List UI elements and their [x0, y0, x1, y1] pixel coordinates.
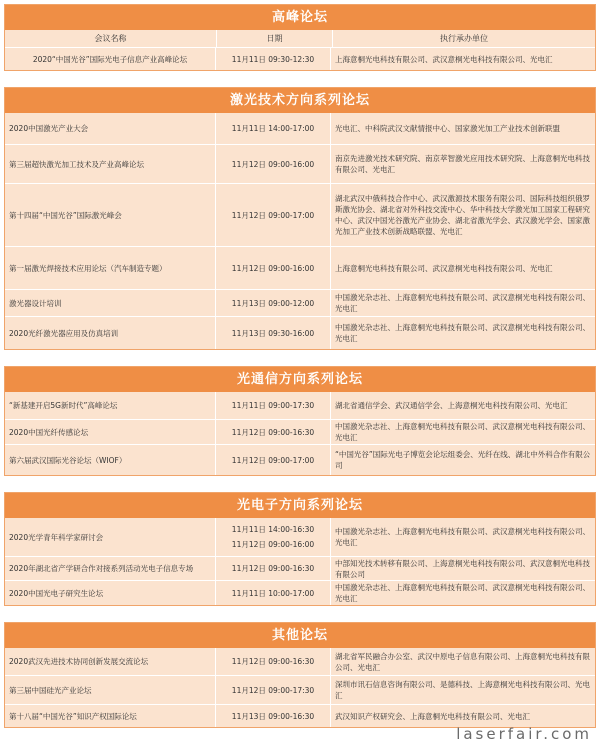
table-row — [5, 392, 595, 420]
table-row — [5, 145, 595, 184]
date-line: 11月12日 09:00-16:00 — [231, 159, 315, 169]
table-row — [5, 184, 595, 247]
organizer: 上海意桐光电科技有限公司、武汉意桐光电科技有限公司、光电汇 — [335, 263, 553, 273]
table-row — [5, 113, 595, 145]
forum-date — [216, 705, 331, 727]
date-line: 11月12日 09:00-16:00 — [231, 263, 315, 273]
forum-name: 2020光学青年科学家研讨会 — [5, 518, 216, 556]
organizer: 南京先进激光技术研究院、南京萃智激光应用技术研究院、上海意桐光电科技有限公司、光电汇 — [335, 154, 590, 174]
laserfair-watermark: laserfair.com — [456, 725, 592, 743]
forum-date — [216, 518, 331, 556]
forum-name: 2020武汉先进技术协同创新发展交流论坛 — [5, 648, 216, 675]
forum-name: 第十八届“中国光谷”知识产权国际论坛 — [5, 705, 216, 727]
organizer: 中国激光杂志社、上海意桐光电科技有限公司、武汉意桐光电科技有限公司、光电汇 — [335, 422, 590, 442]
forum-date — [216, 445, 331, 475]
forum-date — [216, 317, 331, 349]
organizer: 湖北省军民融合办公室、武汉中原电子信息有限公司、上海意桐光电科技有限公司、光电汇 — [335, 651, 590, 672]
forum-date — [216, 581, 331, 605]
forum-name: “新基建开启5G新时代”高峰论坛 — [5, 392, 216, 419]
forum-name: 激光器设计培训 — [5, 290, 216, 316]
forum-date — [216, 113, 331, 144]
forum-section — [4, 87, 596, 350]
forum-name: 2020年湖北省产学研合作对接系列活动光电子信息专场 — [5, 557, 216, 580]
date-line: 11月12日 09:00-16:30 — [231, 564, 315, 573]
column-header: 日期 — [217, 30, 333, 47]
organizer: 中国激光杂志社、上海意桐光电科技有限公司、武汉意桐光电科技有限公司、光电汇 — [335, 293, 590, 313]
date-line: 11月12日 09:00-17:30 — [231, 685, 315, 695]
table-row — [5, 705, 595, 727]
table-row — [5, 518, 595, 557]
date-line: 11月11日 09:30-12:30 — [231, 54, 315, 64]
date-line: 11月11日 09:00-17:30 — [231, 401, 315, 410]
table-row — [5, 290, 595, 317]
forum-date — [216, 392, 331, 419]
section-title: 光通信方向系列论坛 — [5, 367, 595, 392]
forum-section — [4, 4, 596, 71]
section-title: 其他论坛 — [5, 623, 595, 648]
table-row — [5, 317, 595, 349]
table-row — [5, 676, 595, 705]
column-header: 会议名称 — [5, 30, 217, 47]
forum-name: 2020中国光纤传感论坛 — [5, 420, 216, 444]
forum-schedule — [4, 4, 596, 744]
forum-date — [216, 247, 331, 289]
section-title: 高峰论坛 — [5, 5, 595, 30]
organizer: 武汉知识产权研究会、上海意桐光电科技有限公司、光电汇 — [335, 711, 530, 721]
organizer: 中国激光杂志社、上海意桐光电科技有限公司、武汉意桐光电科技有限公司、光电汇 — [335, 527, 590, 547]
organizer: 中国激光杂志社、上海意桐光电科技有限公司、武汉意桐光电科技有限公司、光电汇 — [335, 583, 590, 603]
organizer: 上海意桐光电科技有限公司、武汉意桐光电科技有限公司、光电汇 — [335, 54, 553, 64]
forum-name: 2020“中国光谷”国际光电子信息产业高峰论坛 — [5, 48, 216, 70]
forum-name: 第三届中国硅光产业论坛 — [5, 676, 216, 704]
organizer: 深圳市讯石信息咨询有限公司、是德科技、上海意桐光电科技有限公司、光电汇 — [335, 680, 590, 700]
date-line: 11月12日 09:00-16:30 — [231, 427, 315, 437]
forum-date — [216, 145, 331, 183]
organizer: 光电汇、中科院武汉文献情报中心、国家激光加工产业技术创新联盟 — [335, 124, 560, 133]
forum-date — [216, 676, 331, 704]
date-line: 11月12日 09:00-17:00 — [231, 210, 315, 220]
organizer: 湖北武汉中俄科技合作中心、武汉激源技术服务有限公司、国际科技组织俄罗斯激光协会、湖北省对外科技交流中心、华中科技大学激光加工国家工程研究中心、武汉中国光谷激光产业协会、湖北省激光学会、武汉激光学会、国家激光加工产业技术创新战略联盟、光电汇 — [335, 194, 590, 236]
section-title: 光电子方向系列论坛 — [5, 493, 595, 518]
organizer: 中部知光技术转移有限公司、上海意桐光电科技有限公司、武汉意桐光电科技有限公司 — [335, 558, 590, 579]
organizer: 中国激光杂志社、上海意桐光电科技有限公司、武汉意桐光电科技有限公司、光电汇 — [335, 323, 590, 343]
forum-section — [4, 622, 596, 728]
forum-name: 第三届超快激光加工技术及产业高峰论坛 — [5, 145, 216, 183]
forum-date — [216, 557, 331, 580]
forum-name: 第六届武汉国际光谷论坛（WIOF） — [5, 445, 216, 475]
table-row — [5, 48, 595, 70]
date-line: 11月13日 09:00-16:30 — [231, 711, 315, 721]
forum-name: 2020中国激光产业大会 — [5, 113, 216, 144]
forum-date — [216, 184, 331, 246]
table-row — [5, 648, 595, 676]
date-line: 11月11日 14:00-16:30 — [231, 525, 315, 534]
forum-date — [216, 48, 331, 70]
date-line: 11月13日 09:00-12:00 — [231, 298, 315, 308]
table-row — [5, 247, 595, 290]
forum-section — [4, 492, 596, 606]
date-line: 11月11日 10:00-17:00 — [231, 588, 315, 598]
section-title: 激光技术方向系列论坛 — [5, 88, 595, 113]
table-row — [5, 557, 595, 581]
date-line: 11月12日 09:00-16:30 — [231, 657, 315, 666]
organizer: “中国光谷”国际光电子博览会论坛组委会、光纤在线、湖北中外科合作有限公司 — [335, 450, 591, 470]
table-row — [5, 420, 595, 445]
date-line: 11月11日 14:00-17:00 — [231, 124, 315, 133]
column-header: 执行承办单位 — [440, 34, 488, 43]
table-row — [5, 581, 595, 605]
table-row — [5, 445, 595, 475]
forum-name: 第十四届“中国光谷”国际激光峰会 — [5, 184, 216, 246]
forum-name: 2020中国光电子研究生论坛 — [5, 581, 216, 605]
organizer: 湖北省通信学会、武汉通信学会、上海意桐光电科技有限公司、光电汇 — [335, 401, 568, 410]
forum-name: 2020光纤激光器应用及仿真培训 — [5, 317, 216, 349]
forum-name: 第一届激光焊接技术应用论坛（汽车制造专题） — [5, 247, 216, 289]
date-line: 11月12日 09:00-16:00 — [231, 540, 315, 549]
forum-date — [216, 290, 331, 316]
forum-date — [216, 648, 331, 675]
date-line: 11月13日 09:30-16:00 — [231, 328, 315, 338]
date-line: 11月12日 09:00-17:00 — [231, 455, 315, 465]
forum-section — [4, 366, 596, 476]
forum-date — [216, 420, 331, 444]
table-header — [5, 30, 595, 48]
